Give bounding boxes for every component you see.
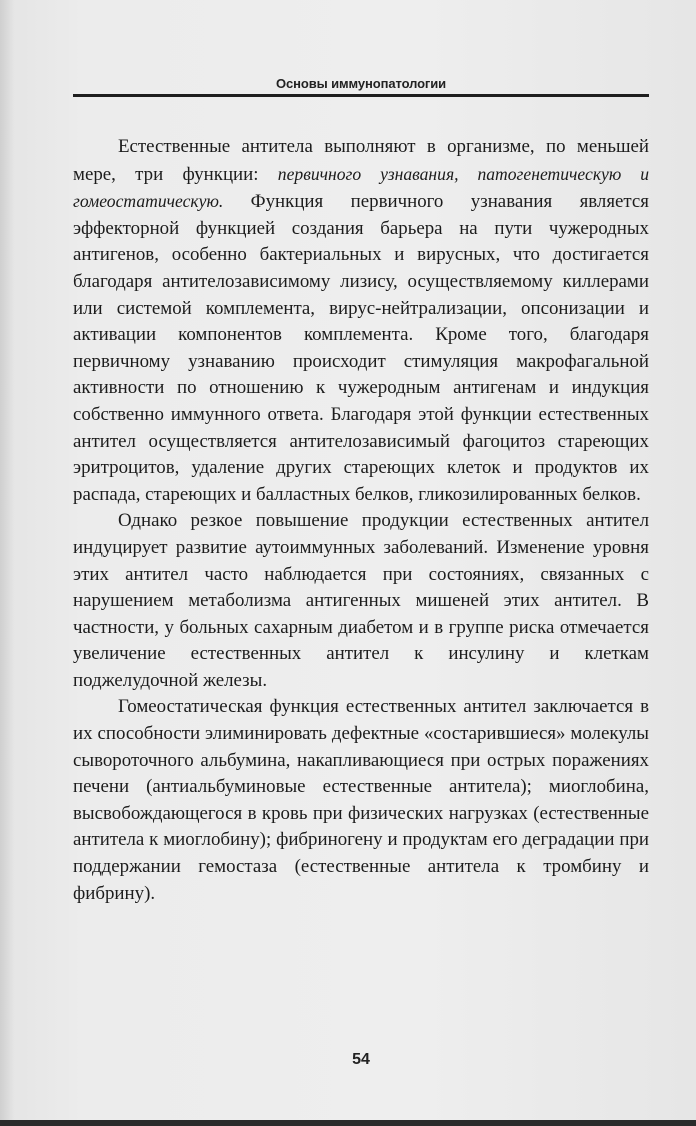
paragraph-autoimmune: Однако резкое повышение продукции естественных антител индуцирует развитие аутоиммунных заболеваний. Изменение уровня этих антител часто наблюдается при состояниях, связанных с нарушением метаболизма антигенных мишеней этих антител. В частности, у больных сахарным диабетом и в группе риска отмечается увеличение естественных антител к инсулину и клеткам поджелудочной железы. [73, 510, 649, 691]
paragraph-functions-rest: Функция первичного узнавания является эффекторной функцией создания барьера на пути чужеродных антигенов, особенно бактериальных и вирусных, что достигается благодаря антителозависимому лизису, осуществляемому киллерами или системой комплемента, вирус-нейтрализации, опсонизации и активации компонентов комплемента. Кроме того, благодаря первичному узнаванию происходит стимуляция макрофагальной активности по отношению к чужеродным антигенам и индукция собственно иммунного ответа. Благодаря этой функции естественных антител осуществляется антителозависимый фагоцитоз стареющих эритроцитов, удаление других стареющих клеток и продуктов их распада, стареющих и балластных белков, гликозилированных белков. [73, 191, 649, 505]
main-text [73, 134, 649, 907]
paragraph-homeostatic: Гомеостатическая функция естественных антител заключается в их способности элиминировать дефектные «состарившиеся» молекулы сывороточного альбумина, накапливающиеся при острых поражениях печени (антиальбуминовые естественные антитела); миоглобина, высвобождающегося в кровь при физических нагрузках (естественные антитела к миоглобину); фибриногену и продуктам его деградации при поддержании гемостаза (естественные антитела к тромбину и фибрину). [73, 696, 649, 904]
paragraph-functions [73, 134, 649, 508]
paragraph-functions-lead: Естественные антитела выполняют в организме, по меньшей мере, три функции: [73, 136, 649, 185]
page-bottom-edge [0, 1120, 696, 1126]
page-gutter-shadow [0, 0, 14, 1126]
functions-list-italic: первичного узнавания, патогенетическую и гомеостатическую. [73, 163, 649, 212]
header-rule [73, 94, 649, 97]
page-number: 54 [352, 1051, 370, 1068]
running-header: Основы иммунопатологии [275, 76, 447, 91]
